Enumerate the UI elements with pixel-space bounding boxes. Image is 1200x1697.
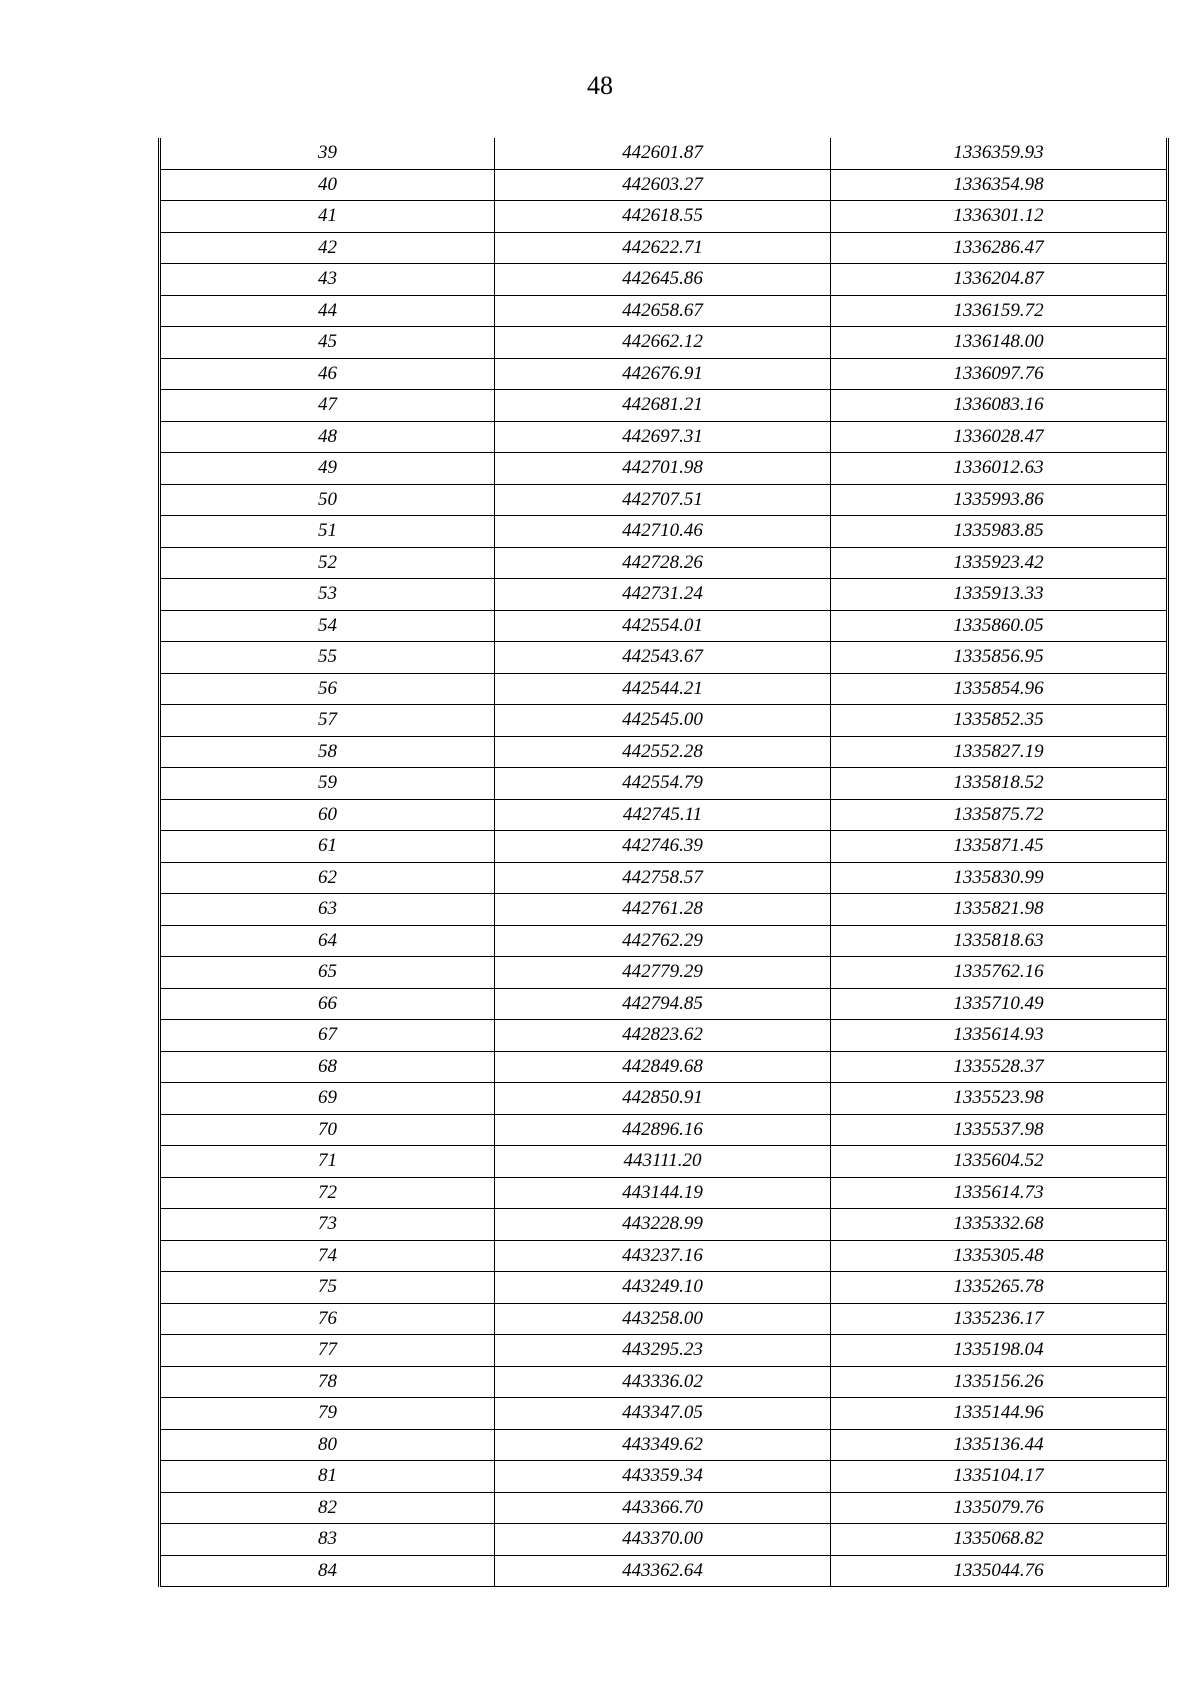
point-number-cell: 68 [160, 1051, 495, 1083]
y-coordinate-cell: 1336204.87 [831, 264, 1168, 296]
point-number-cell: 52 [160, 547, 495, 579]
point-number-cell: 44 [160, 295, 495, 327]
point-number-cell: 71 [160, 1146, 495, 1178]
point-number-cell: 58 [160, 736, 495, 768]
y-coordinate-cell: 1336148.00 [831, 327, 1168, 359]
table-row [160, 390, 1168, 422]
x-coordinate-cell: 443347.05 [495, 1398, 831, 1430]
point-number-cell: 47 [160, 390, 495, 422]
y-coordinate-cell: 1335983.85 [831, 516, 1168, 548]
table-row [160, 988, 1168, 1020]
point-number-cell: 61 [160, 831, 495, 863]
point-number-cell: 67 [160, 1020, 495, 1052]
y-coordinate-cell: 1335198.04 [831, 1335, 1168, 1367]
table-row [160, 421, 1168, 453]
y-coordinate-cell: 1335852.35 [831, 705, 1168, 737]
x-coordinate-cell: 443144.19 [495, 1177, 831, 1209]
table-row [160, 799, 1168, 831]
coordinates-table [158, 138, 1169, 1587]
x-coordinate-cell: 443237.16 [495, 1240, 831, 1272]
table-row [160, 358, 1168, 390]
table-row [160, 1114, 1168, 1146]
y-coordinate-cell: 1335305.48 [831, 1240, 1168, 1272]
y-coordinate-cell: 1335156.26 [831, 1366, 1168, 1398]
table-row [160, 201, 1168, 233]
x-coordinate-cell: 442622.71 [495, 232, 831, 264]
x-coordinate-cell: 442554.01 [495, 610, 831, 642]
y-coordinate-cell: 1335821.98 [831, 894, 1168, 926]
y-coordinate-cell: 1336028.47 [831, 421, 1168, 453]
table-row [160, 1398, 1168, 1430]
table-row [160, 1492, 1168, 1524]
point-number-cell: 73 [160, 1209, 495, 1241]
point-number-cell: 60 [160, 799, 495, 831]
y-coordinate-cell: 1336012.63 [831, 453, 1168, 485]
x-coordinate-cell: 442728.26 [495, 547, 831, 579]
table-row [160, 579, 1168, 611]
table-row [160, 1366, 1168, 1398]
table-row [160, 264, 1168, 296]
x-coordinate-cell: 443249.10 [495, 1272, 831, 1304]
y-coordinate-cell: 1335044.76 [831, 1555, 1168, 1587]
y-coordinate-cell: 1335710.49 [831, 988, 1168, 1020]
x-coordinate-cell: 442794.85 [495, 988, 831, 1020]
y-coordinate-cell: 1336159.72 [831, 295, 1168, 327]
y-coordinate-cell: 1335068.82 [831, 1524, 1168, 1556]
point-number-cell: 69 [160, 1083, 495, 1115]
table-row [160, 925, 1168, 957]
y-coordinate-cell: 1336286.47 [831, 232, 1168, 264]
x-coordinate-cell: 442746.39 [495, 831, 831, 863]
x-coordinate-cell: 442645.86 [495, 264, 831, 296]
point-number-cell: 83 [160, 1524, 495, 1556]
y-coordinate-cell: 1335913.33 [831, 579, 1168, 611]
y-coordinate-cell: 1335875.72 [831, 799, 1168, 831]
point-number-cell: 51 [160, 516, 495, 548]
table-row [160, 1524, 1168, 1556]
x-coordinate-cell: 443258.00 [495, 1303, 831, 1335]
x-coordinate-cell: 442618.55 [495, 201, 831, 233]
y-coordinate-cell: 1335993.86 [831, 484, 1168, 516]
x-coordinate-cell: 442543.67 [495, 642, 831, 674]
x-coordinate-cell: 442662.12 [495, 327, 831, 359]
table-row [160, 1177, 1168, 1209]
point-number-cell: 84 [160, 1555, 495, 1587]
table-row [160, 673, 1168, 705]
point-number-cell: 76 [160, 1303, 495, 1335]
point-number-cell: 43 [160, 264, 495, 296]
x-coordinate-cell: 442701.98 [495, 453, 831, 485]
point-number-cell: 74 [160, 1240, 495, 1272]
x-coordinate-cell: 443359.34 [495, 1461, 831, 1493]
x-coordinate-cell: 443362.64 [495, 1555, 831, 1587]
table-row [160, 547, 1168, 579]
y-coordinate-cell: 1335104.17 [831, 1461, 1168, 1493]
x-coordinate-cell: 442850.91 [495, 1083, 831, 1115]
point-number-cell: 64 [160, 925, 495, 957]
x-coordinate-cell: 442697.31 [495, 421, 831, 453]
table-row [160, 138, 1168, 169]
y-coordinate-cell: 1335871.45 [831, 831, 1168, 863]
y-coordinate-cell: 1336354.98 [831, 169, 1168, 201]
x-coordinate-cell: 442823.62 [495, 1020, 831, 1052]
table-row [160, 957, 1168, 989]
x-coordinate-cell: 442707.51 [495, 484, 831, 516]
point-number-cell: 41 [160, 201, 495, 233]
point-number-cell: 81 [160, 1461, 495, 1493]
x-coordinate-cell: 442761.28 [495, 894, 831, 926]
point-number-cell: 53 [160, 579, 495, 611]
table-row [160, 894, 1168, 926]
x-coordinate-cell: 442896.16 [495, 1114, 831, 1146]
y-coordinate-cell: 1335236.17 [831, 1303, 1168, 1335]
y-coordinate-cell: 1335860.05 [831, 610, 1168, 642]
table-row [160, 610, 1168, 642]
y-coordinate-cell: 1335537.98 [831, 1114, 1168, 1146]
table-row [160, 1335, 1168, 1367]
table-row [160, 1051, 1168, 1083]
table-row [160, 1146, 1168, 1178]
point-number-cell: 45 [160, 327, 495, 359]
x-coordinate-cell: 442779.29 [495, 957, 831, 989]
table-row [160, 1209, 1168, 1241]
y-coordinate-cell: 1335762.16 [831, 957, 1168, 989]
table-row [160, 1303, 1168, 1335]
point-number-cell: 42 [160, 232, 495, 264]
y-coordinate-cell: 1335923.42 [831, 547, 1168, 579]
table-row [160, 831, 1168, 863]
point-number-cell: 40 [160, 169, 495, 201]
table-row [160, 1020, 1168, 1052]
table-row [160, 1555, 1168, 1587]
point-number-cell: 79 [160, 1398, 495, 1430]
table-row [160, 1272, 1168, 1304]
table-row [160, 1461, 1168, 1493]
point-number-cell: 54 [160, 610, 495, 642]
point-number-cell: 55 [160, 642, 495, 674]
y-coordinate-cell: 1335332.68 [831, 1209, 1168, 1241]
point-number-cell: 75 [160, 1272, 495, 1304]
y-coordinate-cell: 1335856.95 [831, 642, 1168, 674]
x-coordinate-cell: 443349.62 [495, 1429, 831, 1461]
x-coordinate-cell: 442762.29 [495, 925, 831, 957]
y-coordinate-cell: 1335818.52 [831, 768, 1168, 800]
y-coordinate-cell: 1335818.63 [831, 925, 1168, 957]
y-coordinate-cell: 1335614.93 [831, 1020, 1168, 1052]
y-coordinate-cell: 1335830.99 [831, 862, 1168, 894]
table-row [160, 736, 1168, 768]
x-coordinate-cell: 442849.68 [495, 1051, 831, 1083]
point-number-cell: 77 [160, 1335, 495, 1367]
x-coordinate-cell: 442552.28 [495, 736, 831, 768]
x-coordinate-cell: 442731.24 [495, 579, 831, 611]
x-coordinate-cell: 442603.27 [495, 169, 831, 201]
x-coordinate-cell: 442676.91 [495, 358, 831, 390]
point-number-cell: 46 [160, 358, 495, 390]
point-number-cell: 65 [160, 957, 495, 989]
point-number-cell: 62 [160, 862, 495, 894]
y-coordinate-cell: 1335614.73 [831, 1177, 1168, 1209]
table-row [160, 232, 1168, 264]
y-coordinate-cell: 1335854.96 [831, 673, 1168, 705]
page-number: 48 [587, 71, 613, 100]
point-number-cell: 50 [160, 484, 495, 516]
x-coordinate-cell: 443111.20 [495, 1146, 831, 1178]
point-number-cell: 78 [160, 1366, 495, 1398]
y-coordinate-cell: 1336097.76 [831, 358, 1168, 390]
point-number-cell: 56 [160, 673, 495, 705]
table-row [160, 768, 1168, 800]
y-coordinate-cell: 1335604.52 [831, 1146, 1168, 1178]
x-coordinate-cell: 442544.21 [495, 673, 831, 705]
point-number-cell: 39 [160, 138, 495, 169]
y-coordinate-cell: 1335136.44 [831, 1429, 1168, 1461]
table-row [160, 862, 1168, 894]
point-number-cell: 82 [160, 1492, 495, 1524]
table-row [160, 327, 1168, 359]
x-coordinate-cell: 442658.67 [495, 295, 831, 327]
y-coordinate-cell: 1336301.12 [831, 201, 1168, 233]
x-coordinate-cell: 443295.23 [495, 1335, 831, 1367]
table-row [160, 484, 1168, 516]
x-coordinate-cell: 443366.70 [495, 1492, 831, 1524]
table-row [160, 1240, 1168, 1272]
point-number-cell: 80 [160, 1429, 495, 1461]
table-row [160, 705, 1168, 737]
y-coordinate-cell: 1335523.98 [831, 1083, 1168, 1115]
x-coordinate-cell: 443228.99 [495, 1209, 831, 1241]
x-coordinate-cell: 442758.57 [495, 862, 831, 894]
y-coordinate-cell: 1335079.76 [831, 1492, 1168, 1524]
point-number-cell: 49 [160, 453, 495, 485]
table-row [160, 642, 1168, 674]
table-row [160, 1083, 1168, 1115]
x-coordinate-cell: 442545.00 [495, 705, 831, 737]
y-coordinate-cell: 1336359.93 [831, 138, 1168, 169]
table-row [160, 1429, 1168, 1461]
x-coordinate-cell: 442681.21 [495, 390, 831, 422]
table-row [160, 516, 1168, 548]
point-number-cell: 66 [160, 988, 495, 1020]
point-number-cell: 57 [160, 705, 495, 737]
x-coordinate-cell: 442554.79 [495, 768, 831, 800]
table-body [160, 138, 1168, 1587]
table-row [160, 295, 1168, 327]
x-coordinate-cell: 442710.46 [495, 516, 831, 548]
y-coordinate-cell: 1335144.96 [831, 1398, 1168, 1430]
table-row [160, 169, 1168, 201]
y-coordinate-cell: 1336083.16 [831, 390, 1168, 422]
y-coordinate-cell: 1335528.37 [831, 1051, 1168, 1083]
point-number-cell: 59 [160, 768, 495, 800]
x-coordinate-cell: 442745.11 [495, 799, 831, 831]
point-number-cell: 72 [160, 1177, 495, 1209]
x-coordinate-cell: 443336.02 [495, 1366, 831, 1398]
x-coordinate-cell: 442601.87 [495, 138, 831, 169]
point-number-cell: 63 [160, 894, 495, 926]
point-number-cell: 48 [160, 421, 495, 453]
x-coordinate-cell: 443370.00 [495, 1524, 831, 1556]
table-row [160, 453, 1168, 485]
y-coordinate-cell: 1335827.19 [831, 736, 1168, 768]
point-number-cell: 70 [160, 1114, 495, 1146]
y-coordinate-cell: 1335265.78 [831, 1272, 1168, 1304]
